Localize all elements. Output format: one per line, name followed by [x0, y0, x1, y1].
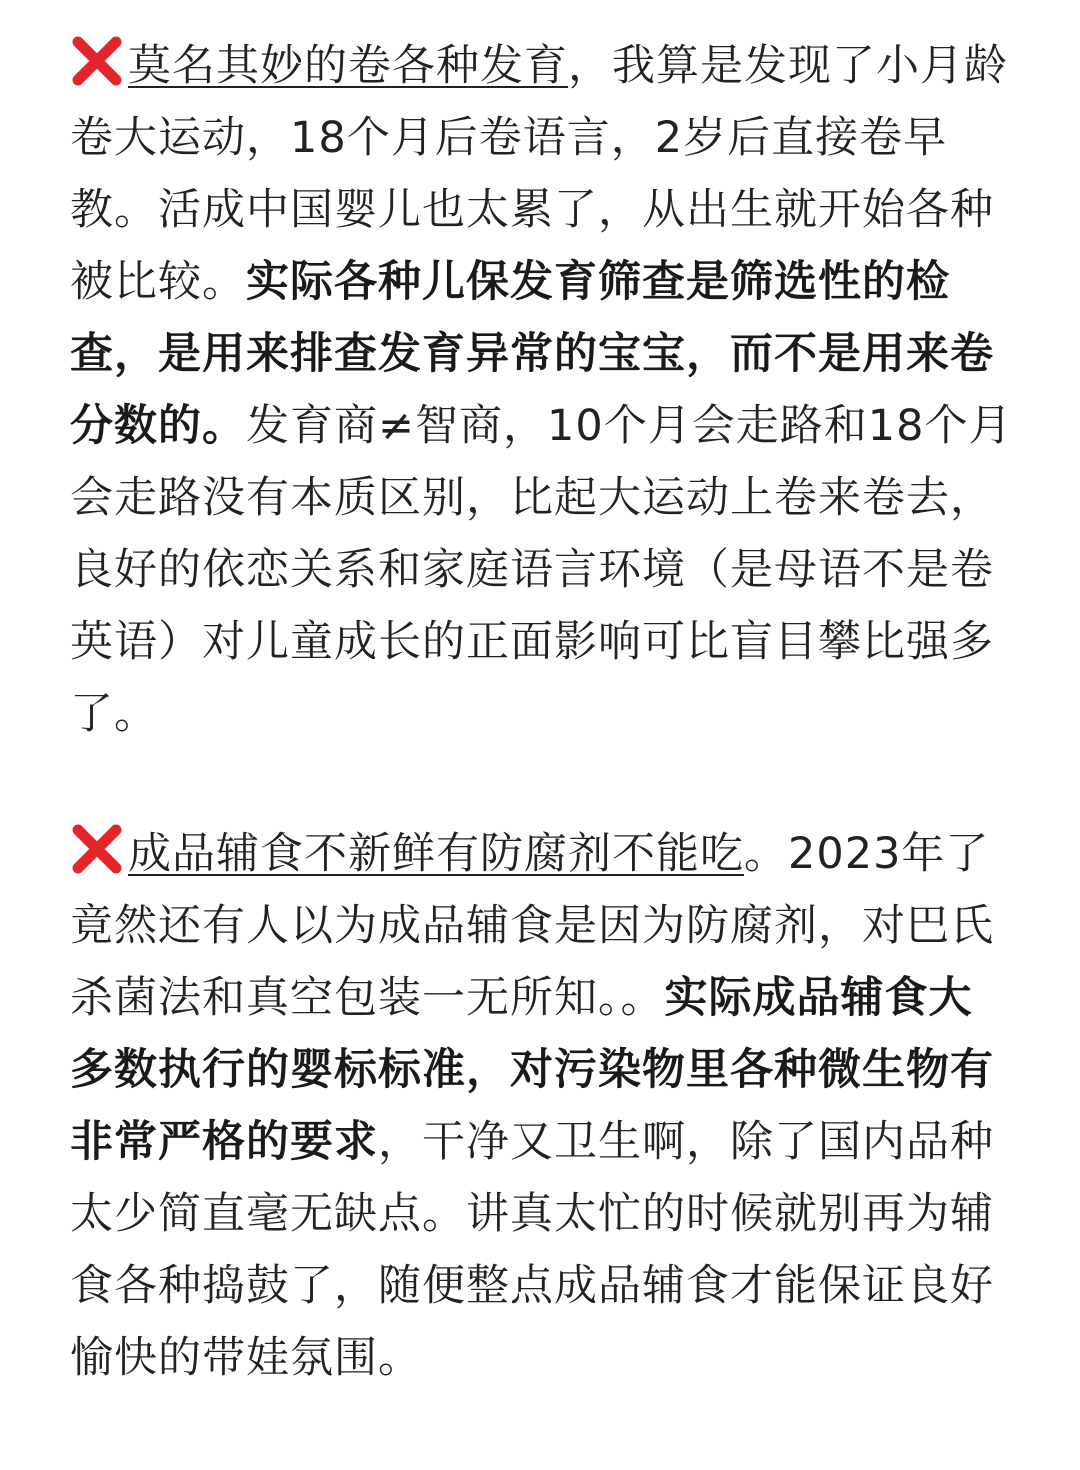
body-text: 发育商≠智商，10个月会走路和18个月会走路没有本质区别，比起大运动上卷来卷去，良好的依恋关系和家庭语言环境（是母语不是卷英语）对儿童成长的正面影响可比盲目攀比强多了。: [70, 401, 1013, 739]
section-heading: 成品辅食不新鲜有防腐剂不能吃: [128, 829, 744, 879]
emphasis-text: 实际成品辅食大多数执行的婴标标准，对污染物里各种微生物有非常严格的要求: [70, 973, 994, 1167]
section-baby-food: [70, 818, 1015, 1394]
body-text: 。2023年了竟然还有人以为成品辅食是因为防腐剂，对巴氏杀菌法和真空包装一无所知。。: [70, 829, 994, 1023]
section-developmental-comparison: [70, 30, 1015, 750]
body-text: ，我算是发现了小月龄卷大运动，18个月后卷语言，2岁后直接卷早教。活成中国婴儿也太累了，从出生就开始各种被比较。: [70, 41, 1008, 307]
emphasis-text: 实际各种儿保发育筛查是筛选性的检查，是用来排查发育异常的宝宝，而不是用来卷分数的。: [70, 257, 994, 451]
body-text: ，干净又卫生啊，除了国内品种太少简直毫无缺点。讲真太忙的时候就别再为辅食各种捣鼓了，随便整点成品辅食才能保证良好愉快的带娃氛围。: [70, 1117, 994, 1383]
red-x-icon: [70, 822, 124, 876]
section-heading: 莫名其妙的卷各种发育: [128, 41, 568, 91]
red-x-icon: [70, 34, 124, 88]
